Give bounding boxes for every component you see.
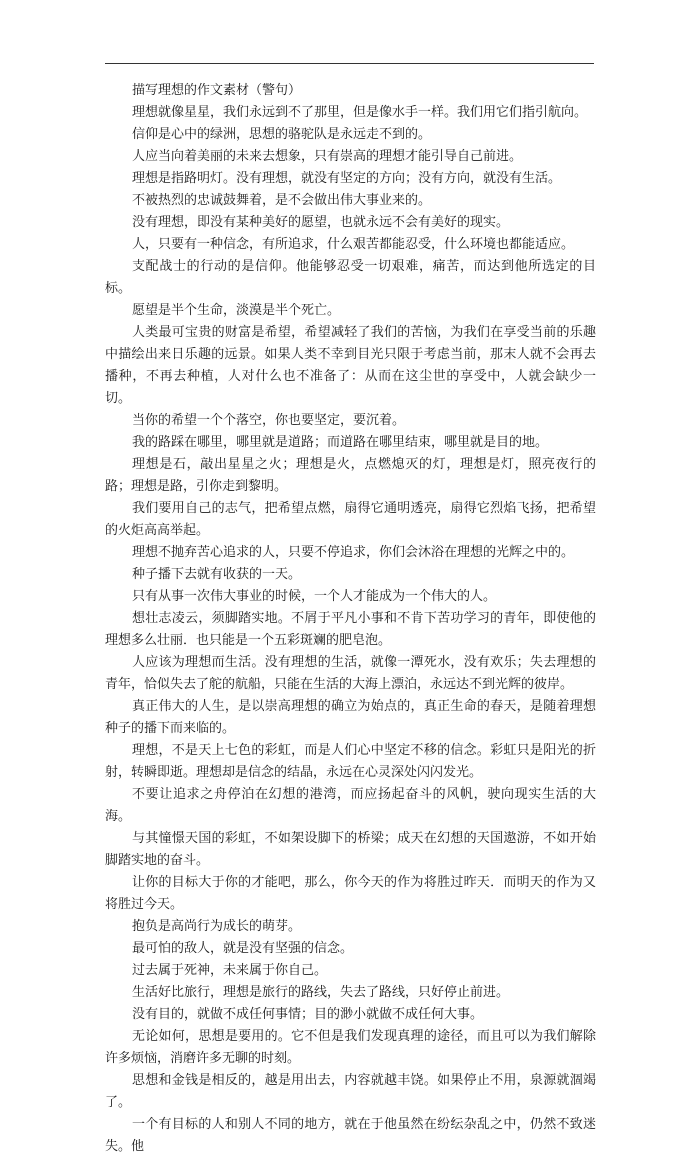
paragraph-list [105,102,596,1158]
quote-paragraph: 我们要用自己的志气，把希望点燃，扇得它通明透亮，扇得它烈焰飞扬，把希望的火炬高高举起。 [105,501,596,538]
quote-paragraph: 人应当向着美丽的未来去想象，只有崇高的理想才能引导自己前进。 [132,149,523,164]
quote-paragraph: 支配战士的行动的是信仰。他能够忍受一切艰难，痛苦，而达到他所选定的目标。 [105,259,596,296]
quote-paragraph: 最可怕的敌人，就是没有坚强的信念。 [132,941,354,956]
quote-paragraph: 一个有目标的人和别人不同的地方，就在于他虽然在纷纭杂乱之中，仍然不致迷失。他 [105,1117,596,1154]
quote-paragraph: 人类最可宝贵的财富是希望，希望减轻了我们的苦恼，为我们在享受当前的乐趣中描绘出来日乐趣的远景。如果人类不幸到目光只限于考虑当前，那末人就不会再去播种，不再去种植，人对什么也不准备了：从而在这尘世的享受中，人就会缺少一切。 [105,325,596,406]
document-body [105,80,596,1158]
quote-paragraph: 人应该为理想而生活。没有理想的生活，就像一潭死水，没有欢乐；失去理想的青年，恰似失去了舵的航船，只能在生活的大海上漂泊，永远达不到光辉的彼岸。 [105,655,596,692]
quote-paragraph: 我的路踩在哪里，哪里就是道路；而道路在哪里结束，哪里就是目的地。 [132,435,549,450]
quote-paragraph: 抱负是高尚行为成长的萌芽。 [132,919,302,934]
quote-paragraph: 真正伟大的人生，是以崇高理想的确立为始点的，真正生命的春天，是随着理想种子的播下而来临的。 [105,699,596,736]
quote-paragraph: 生活好比旅行，理想是旅行的路线，失去了路线，只好停止前进。 [132,985,510,1000]
quote-paragraph: 与其憧憬天国的彩虹，不如架设脚下的桥梁；成天在幻想的天国遨游，不如开始脚踏实地的奋斗。 [105,831,596,868]
document-title: 描写理想的作文素材（警句） [132,83,302,98]
quote-paragraph: 理想是指路明灯。没有理想，就没有坚定的方向；没有方向，就没有生活。 [132,171,562,186]
quote-paragraph: 人，只要有一种信念，有所追求，什么艰苦都能忍受，什么环境也都能适应。 [132,237,575,252]
quote-paragraph: 信仰是心中的绿洲，思想的骆驼队是永远走不到的。 [132,127,432,142]
quote-paragraph: 种子播下去就有收获的一天。 [132,567,302,582]
quote-paragraph: 理想不抛弃苦心追求的人，只要不停追求，你们会沐浴在理想的光辉之中的。 [132,545,575,560]
quote-paragraph: 没有理想，即没有某种美好的愿望，也就永远不会有美好的现实。 [132,215,510,230]
quote-paragraph: 理想是石，敲出星星之火；理想是火，点燃熄灭的灯，理想是灯，照亮夜行的路；理想是路，引你走到黎明。 [105,457,596,494]
quote-paragraph: 当你的希望一个个落空，你也要坚定，要沉着。 [132,413,406,428]
quote-paragraph: 只有从事一次伟大事业的时候，一个人才能成为一个伟大的人。 [132,589,497,604]
quote-paragraph: 思想和金钱是相反的，越是用出去，内容就越丰饶。如果停止不用，泉源就涸竭了。 [105,1073,596,1110]
quote-paragraph: 理想就像星星，我们永远到不了那里，但是像水手一样。我们用它们指引航向。 [132,105,588,120]
quote-paragraph: 无论如何，思想是要用的。它不但是我们发现真理的途径，而且可以为我们解除许多烦恼，消磨许多无聊的时刻。 [105,1029,596,1066]
quote-paragraph: 理想，不是天上七色的彩虹，而是人们心中坚定不移的信念。彩虹只是阳光的折射，转瞬即逝。理想却是信念的结晶，永远在心灵深处闪闪发光。 [105,743,596,780]
quote-paragraph: 不要让追求之舟停泊在幻想的港湾，而应扬起奋斗的风帆，驶向现实生活的大海。 [105,787,596,824]
quote-paragraph: 愿望是半个生命，淡漠是半个死亡。 [132,303,341,318]
header-rule [105,63,594,64]
quote-paragraph: 过去属于死神，未来属于你自己。 [132,963,328,978]
quote-paragraph: 想壮志凌云，须脚踏实地。不屑于平凡小事和不肯下苦功学习的青年，即使他的理想多么壮丽．也只能是一个五彩斑斓的肥皂泡。 [105,611,596,648]
quote-paragraph: 让你的目标大于你的才能吧，那么，你今天的作为将胜过昨天．而明天的作为又将胜过今天。 [105,875,596,912]
quote-paragraph: 没有目的，就做不成任何事情；目的渺小就做不成任何大事。 [132,1007,484,1022]
quote-paragraph: 不被热烈的忠诚鼓舞着，是不会做出伟大事业来的。 [132,193,432,208]
